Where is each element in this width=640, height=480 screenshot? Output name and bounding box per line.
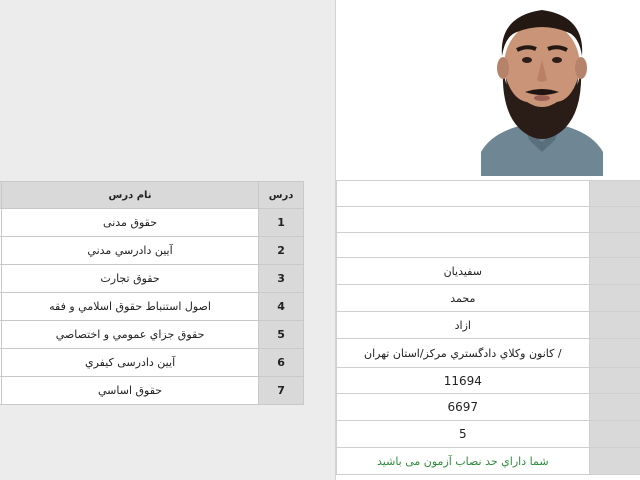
info-label [589,339,640,368]
course-name: حقوق مدنی [1,209,258,237]
info-value-empty [337,181,590,207]
info-row [337,394,640,421]
bar-association-value: / کانون وکلاي دادگستري مرکز/استان تهران [337,339,590,368]
profile-photo-frame [336,0,640,180]
status-type-value: ازاد [337,312,590,339]
table-row [0,237,304,265]
info-label [589,258,640,285]
course-name: آيين دادرسي مدني [1,237,258,265]
number-value-3: 5 [337,421,590,448]
course-number: 6 [259,349,304,377]
last-name-value: سفيديان [337,258,590,285]
info-row [337,368,640,394]
course-number: 3 [259,265,304,293]
info-row [337,312,640,339]
result-message: شما داراي حد نصاب آزمون می باشيد [337,448,590,475]
table-row [0,349,304,377]
number-value-1: 11694 [337,368,590,394]
info-label [589,181,640,207]
course-number: 7 [259,377,304,405]
info-row [337,421,640,448]
profile-info-table [336,180,640,475]
table-row [0,293,304,321]
course-number: 1 [259,209,304,237]
info-label [589,233,640,258]
info-label [589,421,640,448]
course-name: اصول استنباط حقوق اسلامي و فقه [1,293,258,321]
header-course-name: نام درس [1,182,258,209]
info-row [337,285,640,312]
profile-panel [335,0,640,480]
course-name: حقوق جزاي عمومي و اختصاصي [1,321,258,349]
courses-header-row [0,182,304,209]
course-number: 2 [259,237,304,265]
course-number: 5 [259,321,304,349]
info-row [337,339,640,368]
info-label [589,207,640,233]
number-value-2: 6697 [337,394,590,421]
courses-table [0,181,304,405]
info-label [589,368,640,394]
first-name-value: محمد [337,285,590,312]
table-row [0,321,304,349]
profile-photo [481,2,603,176]
info-label [589,285,640,312]
info-label [589,312,640,339]
table-row [0,209,304,237]
info-row [337,207,640,233]
header-course-number: درس [259,182,304,209]
info-value-empty [337,207,590,233]
info-label [589,448,640,475]
table-row [0,377,304,405]
info-row [337,258,640,285]
info-row [337,448,640,475]
course-name: حقوق اساسي [1,377,258,405]
course-number: 4 [259,293,304,321]
table-row [0,265,304,293]
info-label [589,394,640,421]
course-name: آيين دادرسی کيفري [1,349,258,377]
course-name: حقوق تجارت [1,265,258,293]
info-row [337,181,640,207]
info-value-empty [337,233,590,258]
info-row [337,233,640,258]
